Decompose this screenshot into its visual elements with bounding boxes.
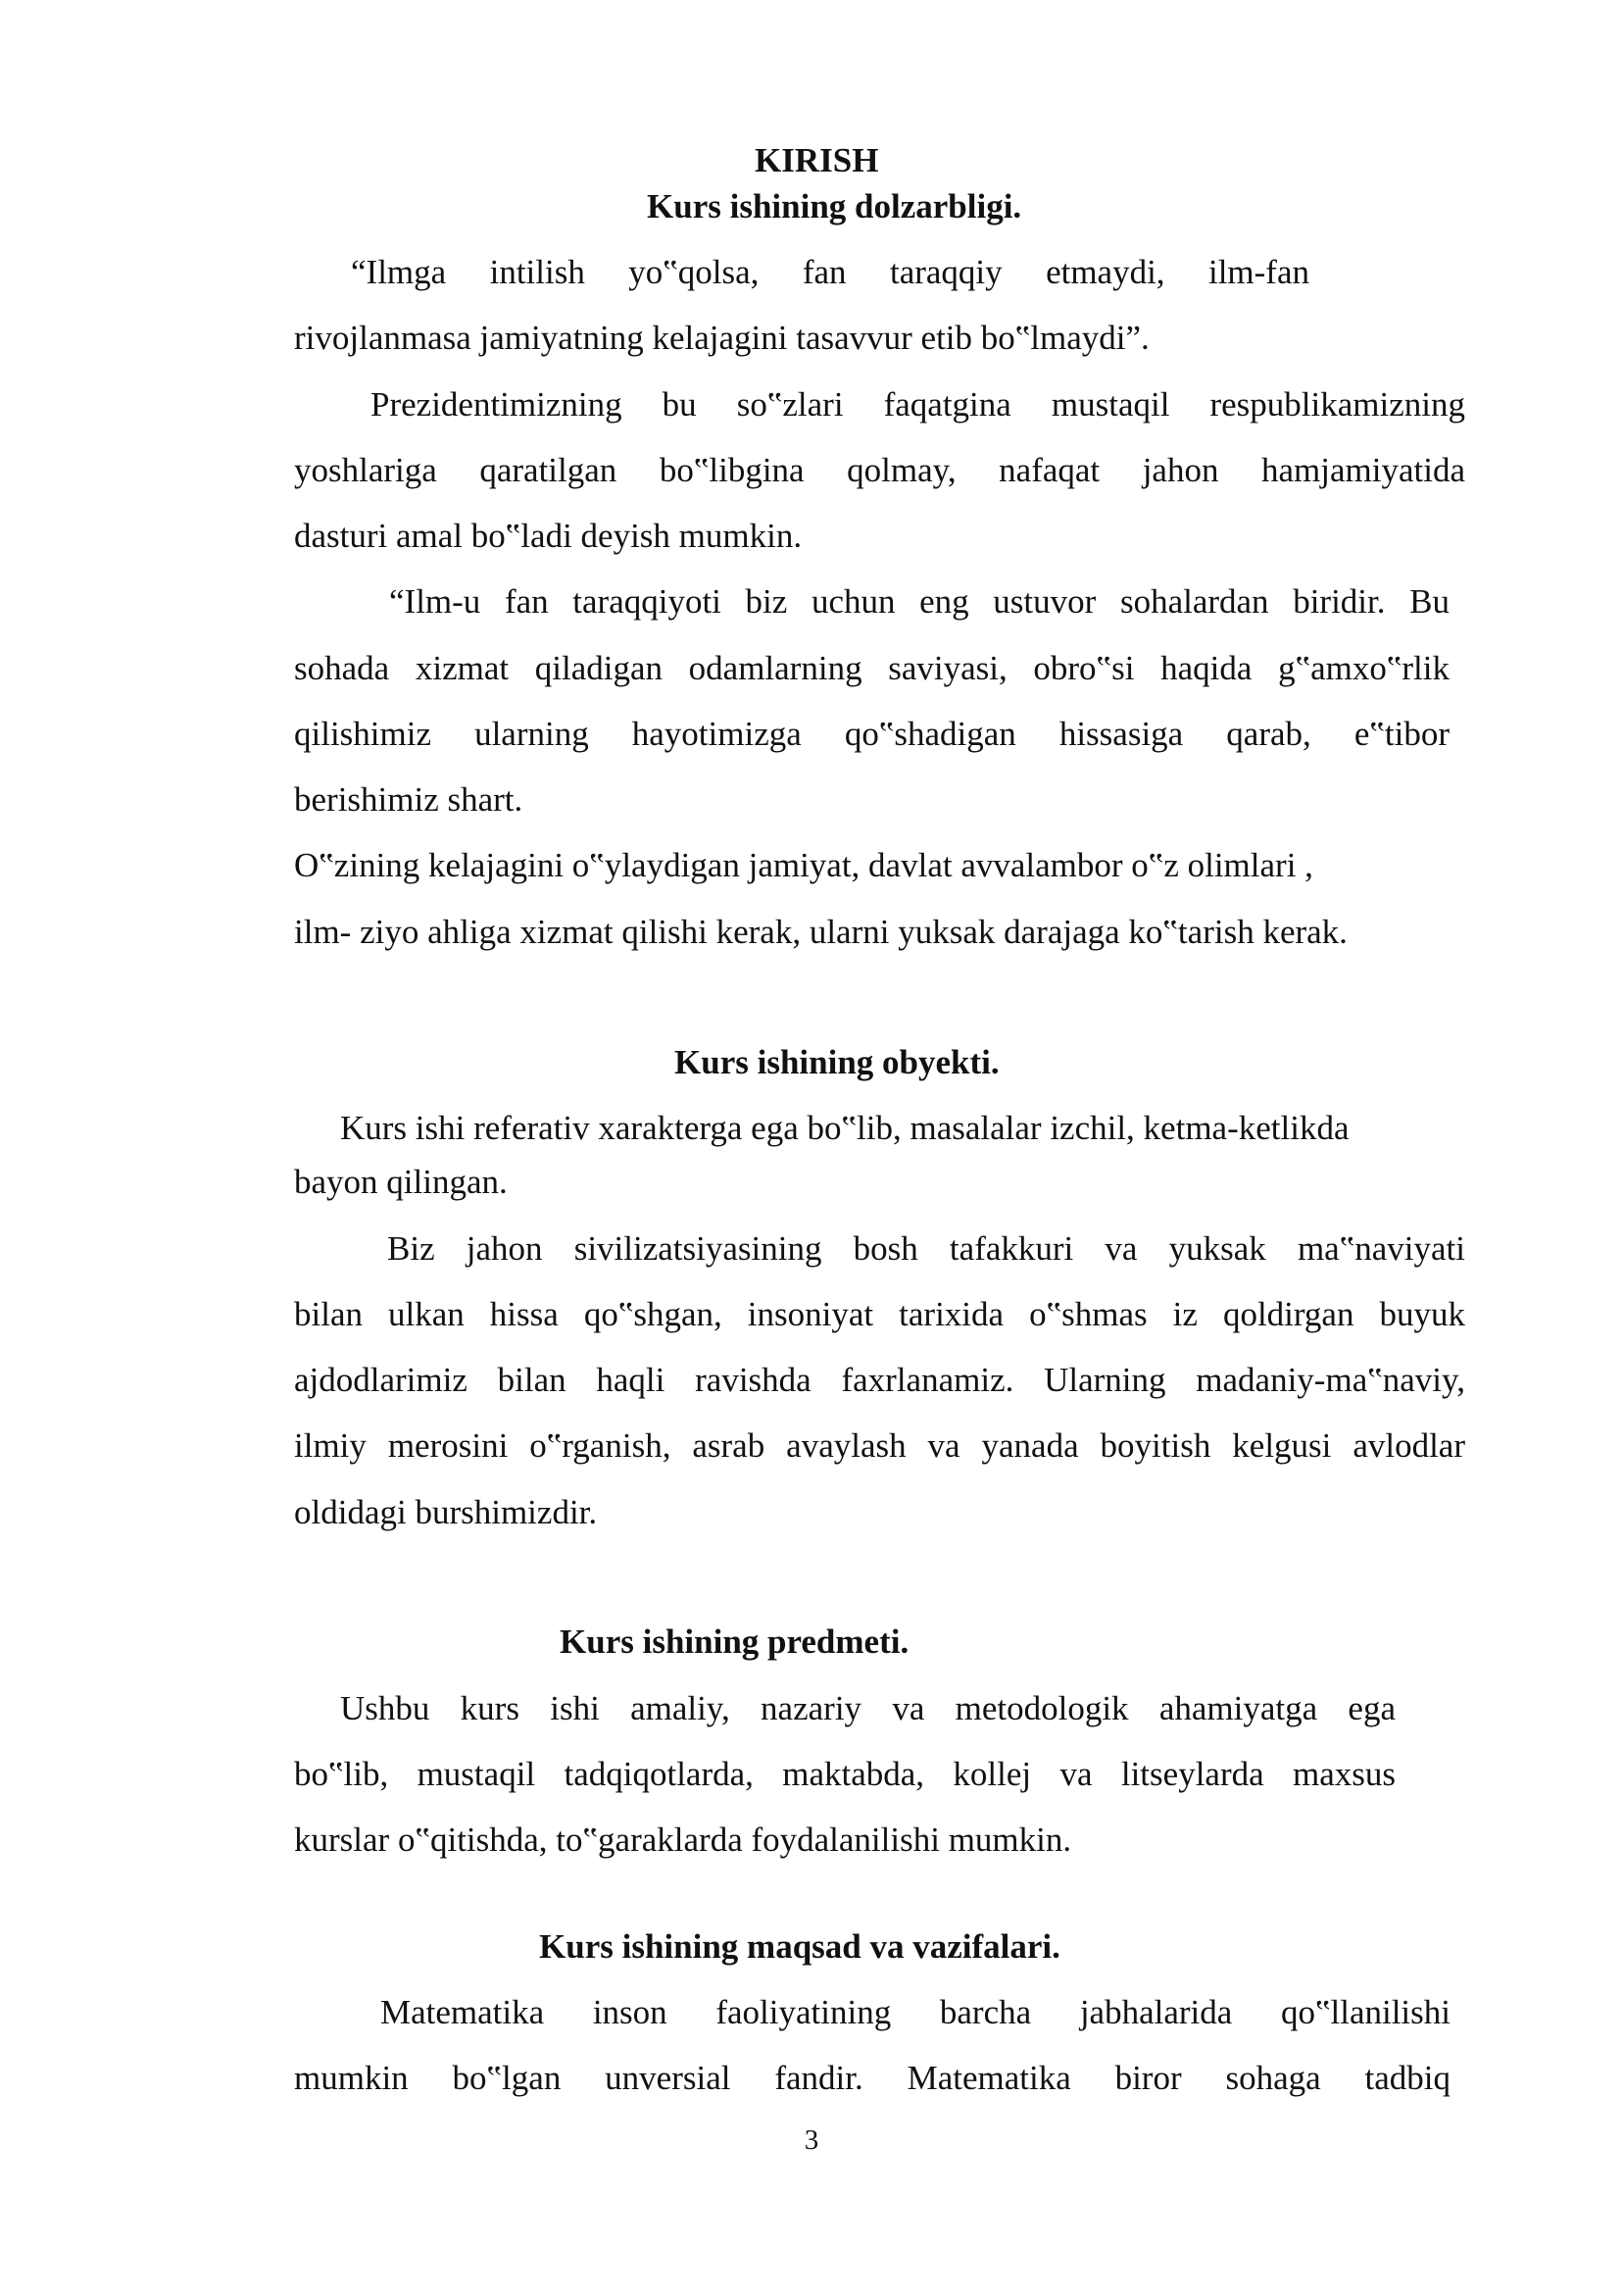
section-heading-subject: Kurs ishining predmeti. <box>560 1622 910 1661</box>
text-line: bo‟lib, mustaqil tadqiqotlarda, maktabda, kollej va litseylarda maxsus <box>294 1755 1396 1793</box>
text-line: qilishimiz ularning hayotimizga qo‟shadigan hissasiga qarab, e‟tibor <box>294 715 1450 753</box>
section-heading-object: Kurs ishining obyekti. <box>674 1043 1000 1081</box>
text-line: oldidagi burshimizdir. <box>294 1493 598 1531</box>
text-line: rivojlanmasa jamiyatning kelajagini tasavvur etib bo‟lmaydi”. <box>294 319 1150 357</box>
text-line: Biz jahon sivilizatsiyasining bosh tafakkuri va yuksak ma‟naviyati <box>387 1229 1465 1268</box>
section-heading-goals: Kurs ishining maqsad va vazifalari. <box>539 1927 1060 1966</box>
text-line: “Ilmga intilish yo‟qolsa, fan taraqqiy etmaydi, ilm-fan <box>351 253 1309 291</box>
text-line: Matematika inson faoliyatining barcha jabhalarida qo‟llanilishi <box>380 1993 1451 2031</box>
text-line: Ushbu kurs ishi amaliy, nazariy va metodologik ahamiyatga ega <box>340 1689 1396 1727</box>
text-line: ilmiy merosini o‟rganish, asrab avaylash va yanada boyitish kelgusi avlodlar <box>294 1426 1465 1465</box>
page-title: KIRISH <box>755 141 879 179</box>
text-line: berishimiz shart. <box>294 780 523 819</box>
text-line: “Ilm-u fan taraqqiyoti biz uchun eng ustuvor sohalardan biridir. Bu <box>389 582 1450 621</box>
page-number: 3 <box>804 2124 819 2156</box>
text-line: bilan ulkan hissa qo‟shgan, insoniyat tarixida o‟shmas iz qoldirgan buyuk <box>294 1295 1465 1333</box>
section-heading-relevance: Kurs ishining dolzarbligi. <box>647 187 1022 225</box>
text-line: bayon qilingan. <box>294 1163 508 1201</box>
text-line: sohada xizmat qiladigan odamlarning saviyasi, obro‟si haqida g‟amxo‟rlik <box>294 649 1450 687</box>
text-line: Kurs ishi referativ xarakterga ega bo‟lib, masalalar izchil, ketma-ketlikda <box>340 1109 1350 1147</box>
text-line: O‟zining kelajagini o‟ylaydigan jamiyat, davlat avvalambor o‟z olimlari , <box>294 846 1313 884</box>
text-line: dasturi amal bo‟ladi deyish mumkin. <box>294 517 803 555</box>
text-line: yoshlariga qaratilgan bo‟libgina qolmay, nafaqat jahon hamjamiyatida <box>294 451 1465 489</box>
text-line: ilm- ziyo ahliga xizmat qilishi kerak, ularni yuksak darajaga ko‟tarish kerak. <box>294 913 1348 951</box>
text-line: Prezidentimizning bu so‟zlari faqatgina mustaqil respublikamizning <box>370 385 1465 424</box>
text-line: ajdodlarimiz bilan haqli ravishda faxrlanamiz. Ularning madaniy-ma‟naviy, <box>294 1361 1465 1399</box>
text-line: mumkin bo‟lgan unversial fandir. Matematika biror sohaga tadbiq <box>294 2059 1451 2097</box>
text-line: kurslar o‟qitishda, to‟garaklarda foydalanilishi mumkin. <box>294 1821 1072 1859</box>
